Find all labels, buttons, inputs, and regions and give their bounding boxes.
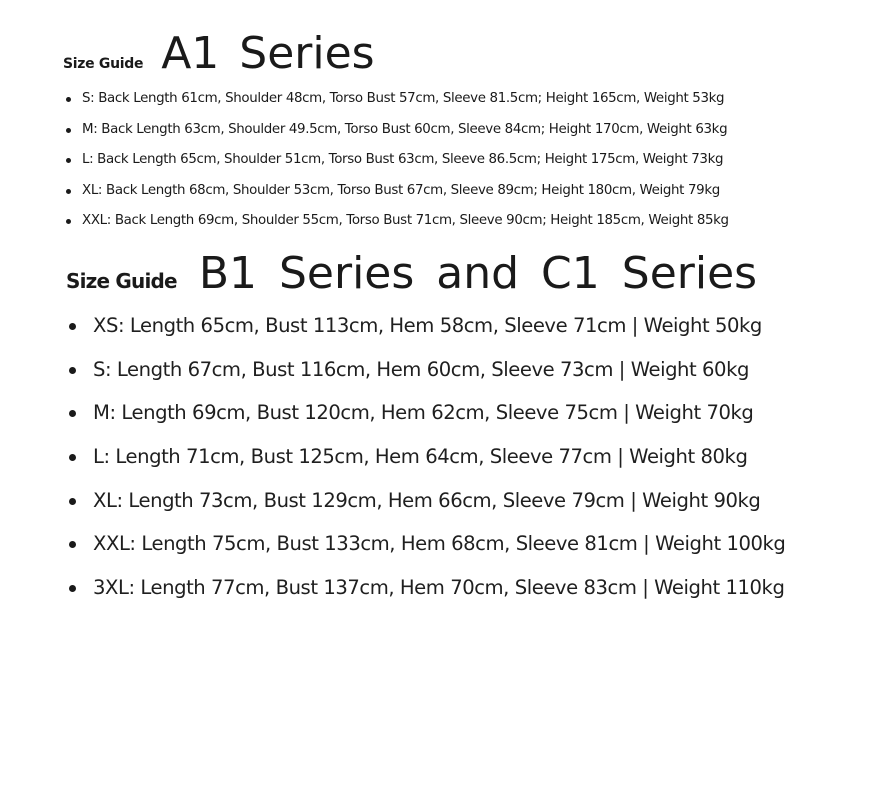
bullet-icon xyxy=(69,323,76,330)
size-spec: S: Length 67cm, Bust 116cm, Hem 60cm, Sleeve 73cm | Weight 60kg xyxy=(93,357,749,381)
size-guide-label: Size Guide xyxy=(66,269,177,293)
size-spec: L: Length 71cm, Bust 125cm, Hem 64cm, Sleeve 77cm | Weight 80kg xyxy=(93,445,748,469)
bullet-icon xyxy=(66,97,71,102)
list-item xyxy=(66,304,785,348)
bullet-icon xyxy=(69,541,76,548)
b1-c1-size-list xyxy=(66,304,785,610)
list-item xyxy=(63,176,729,207)
size-spec: S: Back Length 61cm, Shoulder 48cm, Torso Bust 57cm, Sleeve 81.5cm; Height 165cm, Weight 53kg xyxy=(82,91,725,106)
size-spec: XXL: Back Length 69cm, Shoulder 55cm, Torso Bust 71cm, Sleeve 90cm; Height 185cm, Weight 85kg xyxy=(82,213,729,229)
list-item xyxy=(63,115,729,146)
size-spec: L: Back Length 65cm, Shoulder 51cm, Torso Bust 63cm, Sleeve 86.5cm; Height 175cm, Weight 73kg xyxy=(82,152,724,168)
bullet-icon xyxy=(69,498,76,505)
size-spec: M: Back Length 63cm, Shoulder 49.5cm, Torso Bust 60cm, Sleeve 84cm; Height 170cm, Weight 63kg xyxy=(82,121,728,137)
size-spec: XL: Back Length 68cm, Shoulder 53cm, Torso Bust 67cm, Sleeve 89cm; Height 180cm, Weight 79kg xyxy=(82,182,720,198)
list-item xyxy=(66,566,785,610)
bullet-icon xyxy=(69,367,76,374)
size-guide-a1-section xyxy=(63,28,729,237)
bullet-icon xyxy=(66,219,71,224)
bullet-icon xyxy=(69,585,76,592)
bullet-icon xyxy=(69,454,76,461)
bullet-icon xyxy=(66,189,71,194)
list-item xyxy=(66,435,785,479)
list-item xyxy=(63,206,729,237)
size-spec: 3XL: Length 77cm, Bust 137cm, Hem 70cm, Sleeve 83cm | Weight 110kg xyxy=(93,576,785,600)
bullet-icon xyxy=(66,158,71,163)
list-item xyxy=(63,84,729,115)
b1-c1-heading xyxy=(66,248,785,300)
list-item xyxy=(66,348,785,392)
size-spec: XXL: Length 75cm, Bust 133cm, Hem 68cm, Sleeve 81cm | Weight 100kg xyxy=(93,532,786,556)
size-guide-label: Size Guide xyxy=(63,56,144,72)
size-spec: M: Length 69cm, Bust 120cm, Hem 62cm, Sleeve 75cm | Weight 70kg xyxy=(93,401,754,425)
list-item xyxy=(66,391,785,435)
a1-size-list xyxy=(63,84,729,237)
bullet-icon xyxy=(69,410,76,417)
size-spec: XL: Length 73cm, Bust 129cm, Hem 66cm, Sleeve 79cm | Weight 90kg xyxy=(93,488,761,512)
list-item xyxy=(63,145,729,176)
series-title: A1 Series xyxy=(161,28,375,79)
size-guide-b1-c1-section xyxy=(66,248,785,610)
series-title: B1 Series and C1 Series xyxy=(198,248,758,299)
list-item xyxy=(66,479,785,523)
size-spec: XS: Length 65cm, Bust 113cm, Hem 58cm, Sleeve 71cm | Weight 50kg xyxy=(93,314,762,337)
list-item xyxy=(66,522,785,566)
a1-heading xyxy=(63,28,729,80)
bullet-icon xyxy=(66,128,71,133)
